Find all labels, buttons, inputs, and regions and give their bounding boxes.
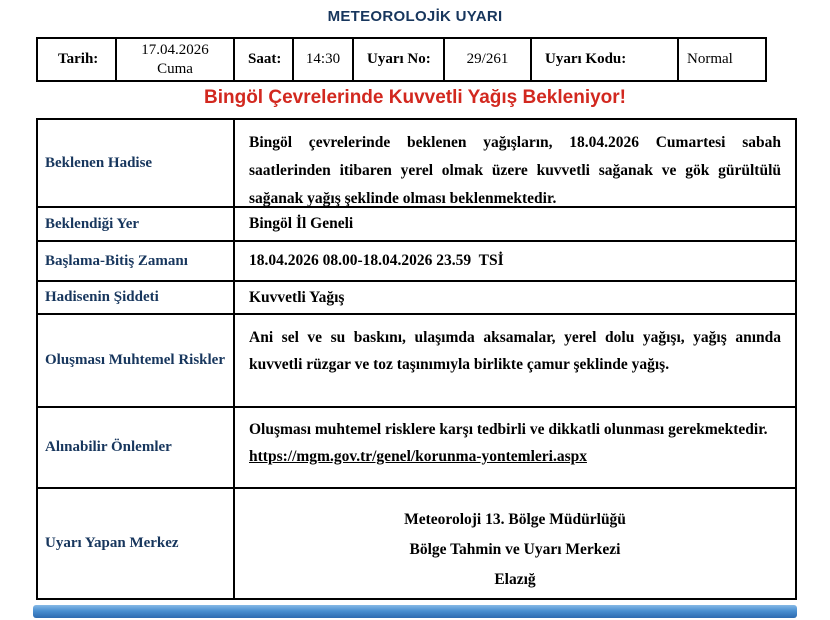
table-row-expected-location (38, 206, 795, 240)
table-row-precautions (38, 406, 795, 487)
protection-methods-link[interactable]: https://mgm.gov.tr/genel/korunma-yontemleri.aspx (249, 448, 587, 465)
issuing-center-line3: Elazığ (494, 570, 536, 588)
possible-risks-content: Ani sel ve su baskını, ulaşımda aksamalar, yerel dolu yağışı, yağış anında kuvvetli rüzgar ve toz taşınımıyla birlikte çamur şeklinde yağış. (249, 329, 781, 373)
expected-event-label: Beklenen Hadise (38, 120, 235, 206)
warning-code-label: Uyarı Kodu: (532, 39, 679, 80)
footer-accent-bar (33, 605, 797, 618)
info-strip-table (36, 37, 767, 82)
warning-number-value: 29/261 (445, 39, 532, 80)
expected-location-content: Bingöl İl Geneli (249, 215, 354, 232)
precautions-content (235, 408, 795, 487)
table-row-possible-risks (38, 313, 795, 406)
start-end-time-label: Başlama-Bitiş Zamanı (38, 242, 235, 280)
expected-event-content: Bingöl çevrelerinde beklenen yağışların, 18.04.2026 Cumartesi sabah saatlerinden itibaren yerel olmak üzere kuvvetli sağanak ve gök gürültülü sağanak yağış şeklinde olması beklenmektedir. (249, 134, 781, 206)
issuing-center-label: Uyarı Yapan Merkez (38, 489, 235, 598)
issuing-center-line2: Bölge Tahmin ve Uyarı Merkezi (409, 540, 621, 558)
issuing-center-line1: Meteoroloji 13. Bölge Müdürlüğü (404, 510, 626, 528)
warning-code-value: Normal (687, 51, 733, 67)
date-value (117, 39, 235, 80)
start-end-time-content: 18.04.2026 08.00-18.04.2026 23.59 TSİ (249, 252, 504, 269)
table-row-start-end-time (38, 240, 795, 280)
time-label: Saat: (235, 39, 294, 80)
date-value-line2: Cuma (157, 60, 193, 77)
issuing-center-content (235, 489, 795, 598)
expected-location-label: Beklendiği Yer (38, 208, 235, 240)
event-severity-label: Hadisenin Şiddeti (38, 282, 235, 313)
date-label: Tarih: (38, 39, 117, 80)
event-severity-content: Kuvvetli Yağış (249, 288, 345, 306)
time-value: 14:30 (294, 39, 354, 80)
table-row-issuing-center (38, 487, 795, 598)
warning-details-table (36, 118, 797, 600)
precautions-text: Oluşması muhtemel risklere karşı tedbirli ve dikkatli olunması gerekmektedir. (249, 421, 768, 438)
table-row-event-severity (38, 280, 795, 313)
table-row-expected-event (38, 120, 795, 206)
warning-headline: Bingöl Çevrelerinde Kuvvetli Yağış Bekleniyor! (203, 87, 627, 108)
page-title: METEOROLOJİK UYARI (327, 8, 503, 25)
precautions-label: Alınabilir Önlemler (38, 408, 235, 487)
possible-risks-label: Oluşması Muhtemel Riskler (38, 315, 235, 406)
date-value-stack (117, 41, 233, 79)
date-value-line1: 17.04.2026 (141, 41, 209, 58)
warning-number-label: Uyarı No: (354, 39, 445, 80)
